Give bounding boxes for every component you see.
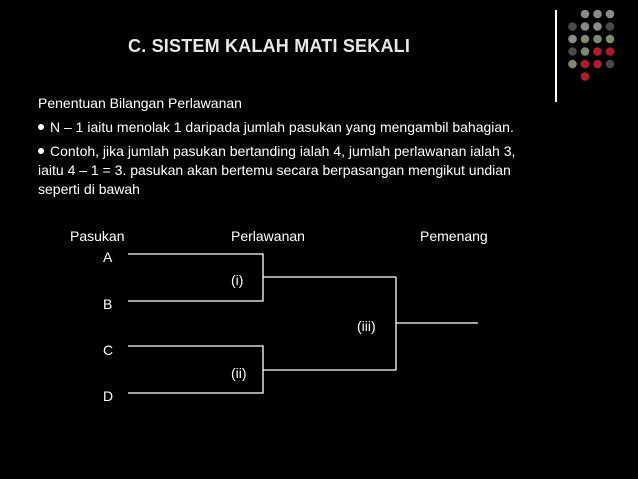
- header-matches: Perlawanan: [231, 228, 305, 244]
- bullet-2-line-3: seperti di bawah: [38, 181, 140, 197]
- team-c: C: [103, 342, 114, 358]
- header-teams: Pasukan: [70, 228, 125, 244]
- match-iii: (iii): [357, 318, 376, 334]
- match-i: (i): [231, 272, 244, 288]
- bullet-1-text: N – 1 iaitu menolak 1 daripada jumlah pasukan yang mengambil bahagian.: [50, 119, 514, 135]
- heading-text: Penentuan Bilangan Perlawanan: [38, 95, 242, 111]
- team-d: D: [103, 388, 114, 404]
- team-b: B: [103, 296, 113, 312]
- team-a: A: [103, 249, 113, 265]
- bullet-2-line-1: Contoh, jika jumlah pasukan bertanding ialah 4, jumlah perlawanan ialah 3,: [38, 142, 515, 161]
- bracket-match-i-line: [128, 254, 263, 301]
- bracket-match-ii-line: [128, 346, 263, 393]
- match-ii: (ii): [231, 365, 247, 381]
- bullet-2-line-2: iaitu 4 – 1 = 3. pasukan akan bertemu secara berpasangan mengikut undian: [38, 162, 511, 178]
- slide-title: C. SISTEM KALAH MATI SEKALI: [128, 36, 411, 56]
- header-winner: Pemenang: [420, 228, 488, 244]
